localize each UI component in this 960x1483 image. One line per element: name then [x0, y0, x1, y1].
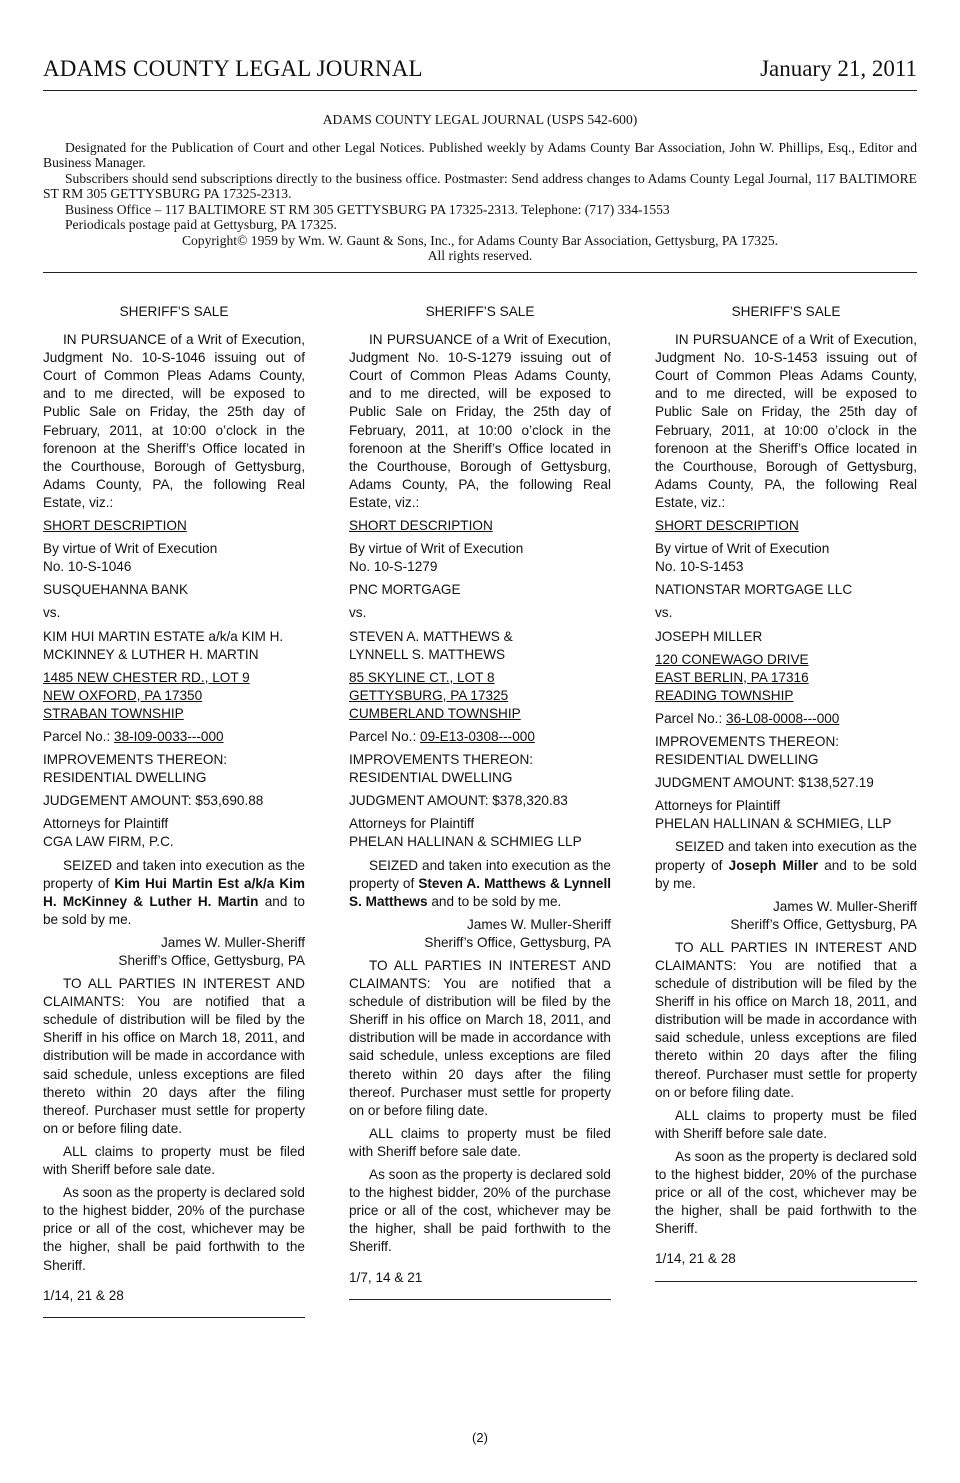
parcel-number: 09-E13-0308---000	[420, 728, 535, 744]
judgment-amount: JUDGEMENT AMOUNT: $53,690.88	[43, 793, 264, 809]
seized-owner: Kim Hui Martin Est a/k/a Kim H. McKinney & Luther H. Martin	[43, 875, 305, 909]
masthead-copyright: Copyright© 1959 by Wm. W. Gaunt & Sons, Inc., for Adams County Bar Association, Gettysburg, PA 17325.	[181, 232, 779, 248]
versus: vs.	[655, 605, 673, 621]
short-description-heading: SHORT DESCRIPTION	[43, 518, 187, 534]
defendant: STEVEN A. MATTHEWS & LYNNELL S. MATTHEWS	[349, 628, 513, 662]
sheriff-signature: James W. Muller-Sheriff Sheriff’s Office, Gettysburg, PA	[730, 898, 917, 932]
plaintiff: PNC MORTGAGE	[349, 582, 461, 598]
seized-owner: Joseph Miller	[728, 857, 818, 873]
versus: vs.	[349, 605, 367, 621]
short-description-heading: SHORT DESCRIPTION	[655, 518, 799, 534]
sheriff-sale-notice-3	[655, 303, 917, 1282]
masthead-rights: All rights reserved.	[427, 248, 533, 263]
writ-info: By virtue of Writ of Execution No. 10-S-1279	[349, 541, 524, 575]
plaintiff: NATIONSTAR MORTGAGE LLC	[655, 582, 853, 598]
notice-title: SHERIFF’S SALE	[425, 304, 535, 319]
writ-info: By virtue of Writ of Execution No. 10-S-1453	[655, 541, 830, 575]
bid-notice: As soon as the property is declared sold to the highest bidder, 20% of the purchase price or all of the cost, whichever may be the higher, shall be paid forthwith to the Sheriff.	[349, 1167, 611, 1255]
attorneys: Attorneys for Plaintiff CGA LAW FIRM, P.C.	[43, 816, 174, 850]
bid-notice: As soon as the property is declared sold to the highest bidder, 20% of the purchase price or all of the cost, whichever may be the higher, shall be paid forthwith to the Sheriff.	[655, 1148, 917, 1237]
sheriff-sale-notice-1	[43, 303, 305, 1318]
claims-notice: ALL claims to property must be filed with Sheriff before sale date.	[43, 1143, 305, 1178]
issue-date: January 21, 2011	[760, 56, 917, 81]
seized-statement: SEIZED and taken into execution as the property of Kim Hui Martin Est a/k/a Kim H. McKinney & Luther H. Martin and to be sold by me.	[43, 857, 305, 927]
improvements: IMPROVEMENTS THEREON: RESIDENTIAL DWELLING	[655, 733, 840, 768]
defendant: KIM HUI MARTIN ESTATE a/k/a KIM H. MCKINNEY & LUTHER H. MARTIN	[43, 628, 284, 662]
parcel-number: 36-L08-0008---000	[726, 710, 840, 726]
parcel-number: 38-I09-0033---000	[114, 728, 224, 744]
sheriff-sale-notice-2	[349, 303, 611, 1300]
notice-end-rule	[349, 1299, 611, 1300]
versus: vs.	[43, 605, 61, 621]
attorneys: Attorneys for Plaintiff PHELAN HALLINAN & SCHMIEG, LLP	[655, 798, 892, 832]
running-header	[43, 56, 917, 91]
property-address: 1485 NEW CHESTER RD., LOT 9 NEW OXFORD, PA 17350 STRABAN TOWNSHIP	[43, 669, 250, 721]
improvements: IMPROVEMENTS THEREON: RESIDENTIAL DWELLING	[349, 752, 534, 786]
seized-statement: SEIZED and taken into execution as the property of Joseph Miller and to be sold by me.	[655, 839, 917, 891]
short-description-heading: SHORT DESCRIPTION	[349, 518, 493, 534]
bid-notice: As soon as the property is declared sold to the highest bidder, 20% of the purchase price or all of the cost, whichever may be the higher, shall be paid forthwith to the Sheriff.	[43, 1185, 305, 1273]
masthead-rule	[43, 272, 917, 273]
page-number: (2)	[472, 1430, 488, 1445]
claimants-notice: TO ALL PARTIES IN INTEREST AND CLAIMANTS: You are notified that a schedule of distribution will be filed by the Sheriff in his office on March 18, 2011, and distribution will be made in accordance with said schedule, unless exceptions are filed thereto within 20 days after the filing thereof. Purchaser must settle for property on or before filing date.	[43, 976, 305, 1136]
publication-dates: 1/7, 14 & 21	[349, 1269, 423, 1285]
parcel: Parcel No.: 09-E13-0308---000	[349, 728, 535, 744]
masthead-title: ADAMS COUNTY LEGAL JOURNAL (USPS 542-600)	[322, 112, 638, 127]
publication-dates: 1/14, 21 & 28	[655, 1251, 736, 1267]
claims-notice: ALL claims to property must be filed with Sheriff before sale date.	[655, 1107, 917, 1141]
publication-dates: 1/14, 21 & 28	[43, 1287, 124, 1303]
notice-end-rule	[655, 1281, 917, 1282]
notice-end-rule	[43, 1317, 305, 1318]
masthead-business-office: Business Office – 117 BALTIMORE ST RM 305 GETTYSBURG PA 17325-2313. Telephone: (717) 334-1553	[65, 201, 670, 217]
masthead-postage: Periodicals postage paid at Gettysburg, PA 17325.	[65, 217, 337, 232]
notice-intro: IN PURSUANCE of a Writ of Execution, Judgment No. 10-S-1453 issuing out of Court of Common Pleas Adams County, and to me directed, will be exposed to Public Sale on Friday, the 25th day of February, 2011, at 10:00 o’clock in the forenoon at the Sheriff’s Office located in the Courthouse, Borough of Gettysburg, Adams County, PA, the following Real Estate, viz.:	[655, 332, 917, 510]
masthead-subscriptions: Subscribers should send subscriptions directly to the business office. Postmaster: Send address changes to Adams County Legal Journal, 117 BALTIMORE ST RM 305 GETTYSBURG PA 17325-2313.	[43, 170, 917, 201]
seized-owner: Steven A. Matthews & Lynnell S. Matthews	[349, 875, 612, 909]
claimants-notice: TO ALL PARTIES IN INTEREST AND CLAIMANTS: You are notified that a schedule of distribution will be filed by the Sheriff in his office on March 18, 2011, and distribution will be made in accordance with said schedule, unless exceptions are filed thereto within 20 days after the filing thereof. Purchaser must settle for property on or before filing date.	[655, 939, 917, 1100]
writ-info: By virtue of Writ of Execution No. 10-S-1046	[43, 541, 218, 575]
notice-intro: IN PURSUANCE of a Writ of Execution, Judgment No. 10-S-1046 issuing out of Court of Common Pleas Adams County, and to me directed, will be exposed to Public Sale on Friday, the 25th day of February, 2011, at 10:00 o’clock in the forenoon at the Sheriff’s Office located in the Courthouse, Borough of Gettysburg, Adams County, PA, the following Real Estate, viz.:	[43, 332, 305, 510]
claims-notice: ALL claims to property must be filed with Sheriff before sale date.	[349, 1125, 611, 1159]
claimants-notice: TO ALL PARTIES IN INTEREST AND CLAIMANTS: You are notified that a schedule of distribution will be filed by the Sheriff in his office on March 18, 2011, and distribution will be made in accordance with said schedule, unless exceptions are filed thereto within 20 days after the filing thereof. Purchaser must settle for property on or before filing date.	[349, 958, 611, 1118]
parcel: Parcel No.: 38-I09-0033---000	[43, 728, 224, 744]
masthead-designation: Designated for the Publication of Court and other Legal Notices. Published weekly by Adams County Bar Association, John W. Phillips, Esq., Editor and Business Manager.	[43, 139, 917, 170]
judgment-amount: JUDGMENT AMOUNT: $378,320.83	[349, 793, 568, 809]
publication-name: ADAMS COUNTY LEGAL JOURNAL	[43, 56, 423, 81]
notice-intro: IN PURSUANCE of a Writ of Execution, Judgment No. 10-S-1279 issuing out of Court of Common Pleas Adams County, and to me directed, will be exposed to Public Sale on Friday, the 25th day of February, 2011, at 10:00 o’clock in the forenoon at the Sheriff’s Office located in the Courthouse, Borough of Gettysburg, Adams County, PA, the following Real Estate, viz.:	[349, 332, 611, 510]
attorneys: Attorneys for Plaintiff PHELAN HALLINAN & SCHMIEG LLP	[349, 816, 582, 850]
sheriff-signature: James W. Muller-Sheriff Sheriff’s Office, Gettysburg, PA	[118, 934, 305, 968]
seized-statement: SEIZED and taken into execution as the property of Steven A. Matthews & Lynnell S. Matthews and to be sold by me.	[349, 857, 612, 909]
improvements: IMPROVEMENTS THEREON: RESIDENTIAL DWELLING	[43, 752, 228, 786]
notice-title: SHERIFF’S SALE	[119, 304, 229, 319]
defendant: JOSEPH MILLER	[655, 628, 763, 644]
judgment-amount: JUDGMENT AMOUNT: $138,527.19	[655, 775, 874, 791]
notice-title: SHERIFF’S SALE	[731, 304, 841, 319]
property-address: 120 CONEWAGO DRIVE EAST BERLIN, PA 17316 READING TOWNSHIP	[655, 651, 809, 703]
plaintiff: SUSQUEHANNA BANK	[43, 582, 189, 598]
masthead	[43, 112, 917, 264]
sheriff-signature: James W. Muller-Sheriff Sheriff’s Office, Gettysburg, PA	[424, 916, 611, 950]
parcel: Parcel No.: 36-L08-0008---000	[655, 710, 840, 726]
property-address: 85 SKYLINE CT., LOT 8 GETTYSBURG, PA 17325 CUMBERLAND TOWNSHIP	[349, 669, 521, 721]
